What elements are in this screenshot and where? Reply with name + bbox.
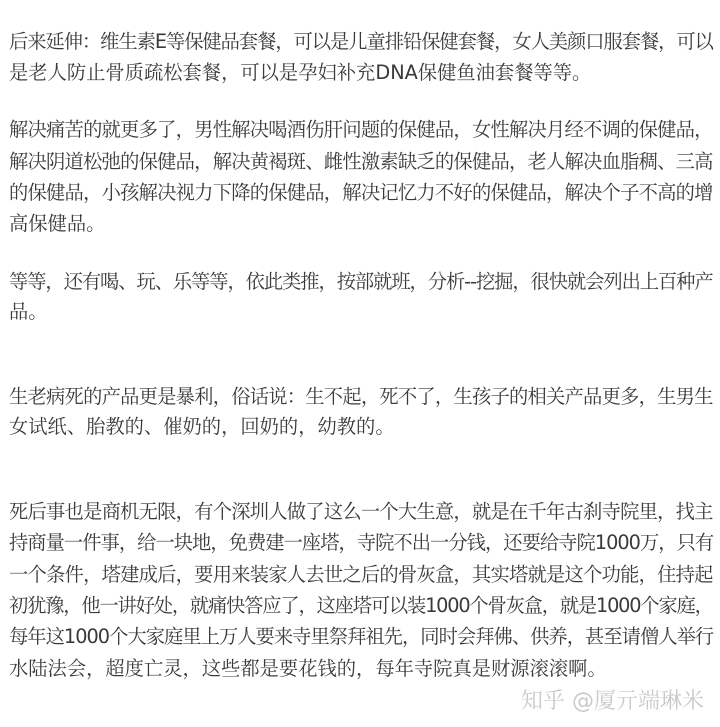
text-line: 持商量一件事，给一块地，免费建一座塔，寺院不出一分钱，还要给寺院1000万，只有	[9, 531, 714, 554]
text-line: 品。	[9, 300, 48, 323]
zhihu-watermark: 知乎 @厦亓端琳米	[521, 689, 704, 714]
text-line: 后来延伸：维生素E等保健品套餐，可以是儿童排铅保健套餐，女人美颜口服套餐，可以	[9, 30, 713, 53]
text-line: 生老病死的产品更是暴利，俗话说：生不起，死不了，生孩子的相关产品更多，生男生	[9, 385, 713, 408]
text-line: 是老人防止骨质疏松套餐，可以是孕妇补充DNA保健鱼油套餐等等。	[9, 61, 592, 84]
text-line: 解决痛苦的就更多了，男性解决喝酒伤肝问题的保健品，女性解决月经不调的保健品，	[9, 118, 713, 141]
text-line: 的保健品，小孩解决视力下降的保健品，解决记忆力不好的保健品，解决个子不高的增	[9, 181, 713, 204]
text-line: 女试纸、胎教的、催奶的，回奶的，幼教的。	[9, 415, 395, 438]
text-line: 等等，还有喝、玩、乐等等，依此类推，按部就班，分析--挖掘，很快就会列出上百种产	[9, 270, 713, 293]
text-line: 解决阴道松弛的保健品，解决黄褐斑、雌性激素缺乏的保健品，老人解决血脂稠、三高	[9, 150, 713, 173]
text-line: 每年这1000个大家庭里上万人要来寺里祭拜祖先，同时会拜佛、供养，甚至请僧人举行	[9, 625, 714, 648]
text-line: 高保健品。	[9, 212, 106, 235]
text-line: 死后事也是商机无限，有个深圳人做了这么一个大生意，就是在千年古刹寺院里，找主	[9, 500, 713, 523]
text-line: 一个条件，塔建成后，要用来装家人去世之后的骨灰盒，其实塔就是这个功能，住持起	[9, 563, 713, 586]
text-line: 初犹豫，他一讲好处，就痛快答应了，这座塔可以装1000个骨灰盒，就是1000个家庭，	[9, 594, 713, 617]
text-line: 水陆法会，超度亡灵，这些都是要花钱的，每年寺院真是财源滚滚啊。	[9, 657, 607, 680]
